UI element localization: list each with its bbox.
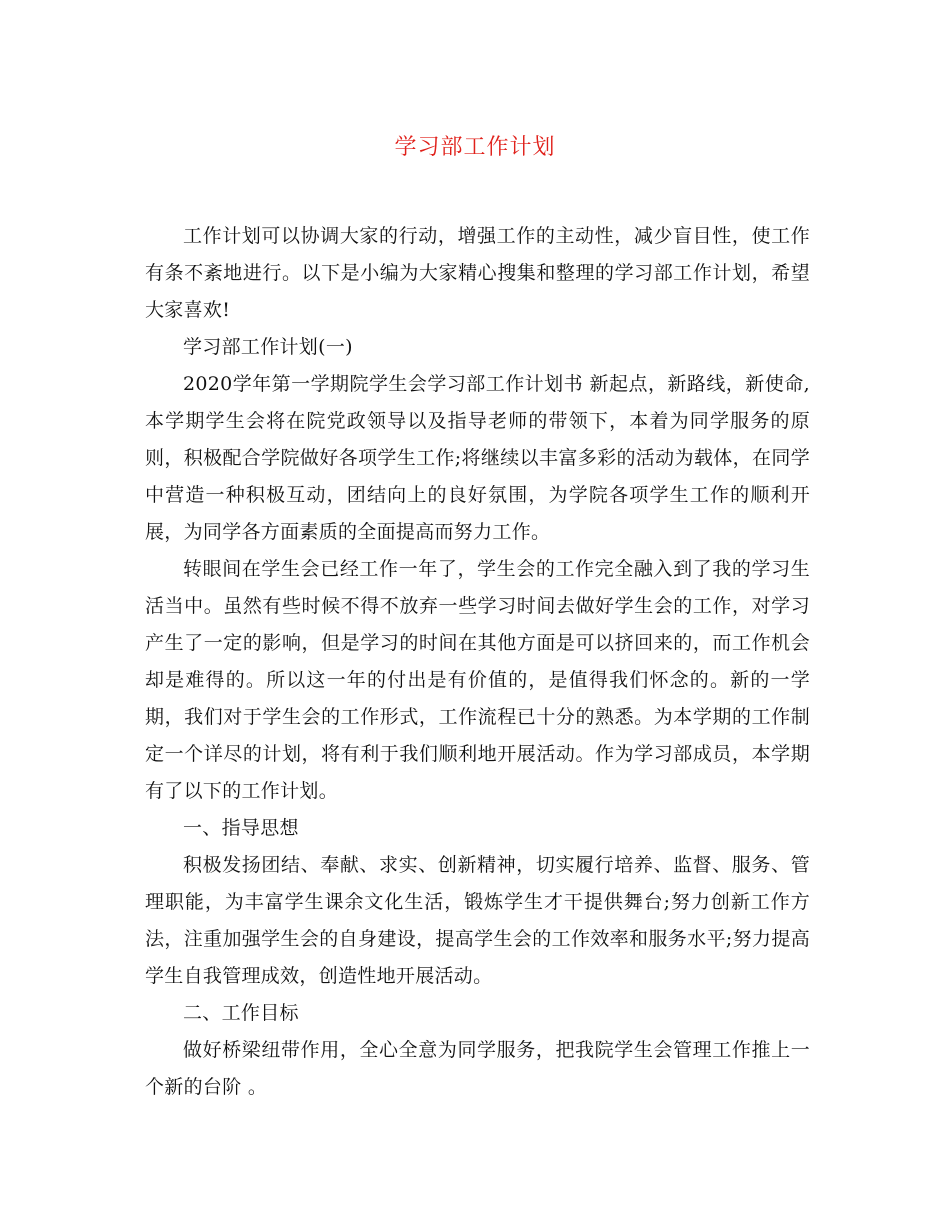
document-body: [145, 218, 810, 1106]
work-goals-paragraph: 做好桥梁纽带作用，全心全意为同学服务，把我院学生会管理工作推上一个新的台阶 。: [145, 1039, 810, 1098]
section-heading-plan-one: 学习部工作计划(一): [183, 336, 353, 358]
guiding-ideology-paragraph: 积极发扬团结、奉献、求实、创新精神，切实履行培养、监督、服务、管理职能，为丰富学生课余文化生活，锻炼学生才干提供舞台;努力创新工作方法，注重加强学生会的自身建设，提高学生会的工作效率和服务水平;努力提高学生自我管理成效，创造性地开展活动。: [145, 854, 810, 987]
document-title: 学习部工作计划: [394, 135, 556, 160]
reflection-paragraph: 转眼间在学生会已经工作一年了，学生会的工作完全融入到了我的学习生活当中。虽然有些时候不得不放弃一些学习时间去做好学生会的工作，对学习产生了一定的影响，但是学习的时间在其他方面是可以挤回来的，而工作机会却是难得的。所以这一年的付出是有价值的，是值得我们怀念的。新的一学期，我们对于学生会的工作形式，工作流程已十分的熟悉。为本学期的工作制定一个详尽的计划，将有利于我们顺利地开展活动。作为学习部成员，本学期有了以下的工作计划。: [145, 558, 810, 802]
intro-paragraph: 工作计划可以协调大家的行动，增强工作的主动性，减少盲目性，使工作有条不紊地进行。以下是小编为大家精心搜集和整理的学习部工作计划，希望大家喜欢!: [145, 225, 810, 321]
section-heading-guiding-ideology: 一、指导思想: [183, 817, 299, 839]
section-heading-work-goals: 二、工作目标: [183, 1002, 299, 1024]
plan-overview-paragraph: 2020学年第一学期院学生会学习部工作计划书 新起点，新路线，新使命,本学期学生会将在院党政领导以及指导老师的带领下，本着为同学服务的原则，积极配合学院做好各项学生工作;将继续以丰富多彩的活动为载体，在同学中营造一种积极互动，团结向上的良好氛围，为学院各项学生工作的顺利开展，为同学各方面素质的全面提高而努力工作。: [145, 373, 810, 543]
